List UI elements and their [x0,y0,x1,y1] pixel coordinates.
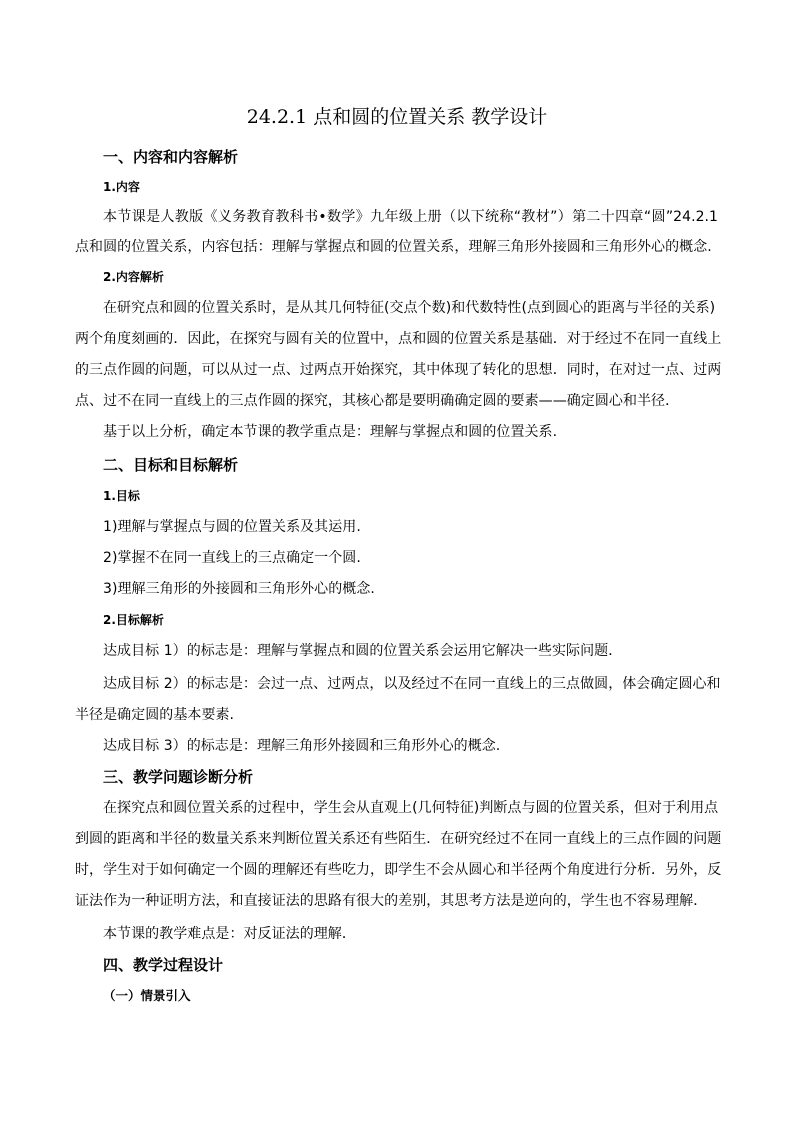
paragraph-line: 证法作为一种证明方法，和直接证法的思路有很大的差别，其思考方法是逆向的，学生也不容易理解． [75,893,708,909]
paragraph-line: 时，学生对于如何确定一个圆的理解还有些吃力，即学生不会从圆心和半径两个角度进行分析．另外，反 [75,862,722,878]
section-1-sub-1-heading: 1.内容 [103,180,140,194]
goal-item: 1)理解与掌握点与圆的位置关系及其运用. [103,519,361,535]
paragraph-line: 点、过不在同一直线上的三点作圆的探究，其核心都是要明确确定圆的要素——确定圆心和半径． [75,393,680,409]
paragraph-line: 点和圆的位置关系，内容包括：理解与掌握点和圆的位置关系，理解三角形外接圆和三角形外心的概念. [75,239,712,255]
page-title: 24.2.1 点和圆的位置关系 教学设计 [246,106,548,128]
section-2-sub-2-heading: 2.目标解析 [103,613,164,627]
section-1-heading: 一、内容和内容解析 [103,148,239,166]
section-3-heading: 三、教学问题诊断分析 [103,768,254,786]
paragraph-line: 的三点作圆的问题，可以从过一点、过两点开始探究，其中体现了转化的思想．同时，在对过一点、过两 [75,362,722,378]
goal-item: 2)掌握不在同一直线上的三点确定一个圆. [103,550,361,566]
paragraph-line: 在探究点和圆位置关系的过程中，学生会从直观上(几何特征)判断点与圆的位置关系，但对于利用点 [103,800,719,816]
section-1-sub-2-heading: 2.内容解析 [103,270,164,284]
paragraph-line: 基于以上分析，确定本节课的教学重点是：理解与掌握点和圆的位置关系. [103,424,558,440]
paragraph-line: 半径是确定圆的基本要素. [75,707,235,723]
paragraph-line: 达成目标 1）的标志是：理解与掌握点和圆的位置关系会运用它解决一些实际问题． [103,643,623,659]
paragraph-line: 两个角度刻画的．因此，在探究与圆有关的位置中，点和圆的位置关系是基础．对于经过不在同一直线上 [75,331,722,347]
paragraph-line: 达成目标 3）的标志是：理解三角形外接圆和三角形外心的概念. [103,738,501,754]
paragraph-line: 到圆的距离和半径的数量关系来判断位置关系还有些陌生．在研究经过不在同一直线上的三点作圆的问题 [75,831,722,847]
section-2-sub-1-heading: 1.目标 [103,489,140,503]
paragraph-line: 在研究点和圆的位置关系时，是从其几何特征(交点个数)和代数特性(点到圆心的距离与半径的关系) [103,300,716,316]
section-4-sub-1-heading: （一）情景引入 [103,988,191,1003]
section-2-heading: 二、目标和目标解析 [103,456,239,474]
paragraph-line: 达成目标 2）的标志是：会过一点、过两点，以及经过不在同一直线上的三点做圆，体会确定圆心和 [103,676,721,692]
section-4-heading: 四、教学过程设计 [103,956,224,974]
paragraph-line: 本节课的教学难点是：对反证法的理解． [103,926,356,942]
paragraph-line: 本节课是人教版《义务教育教科书•数学》九年级上册（以下统称“教材”）第二十四章“圆”24.2.1 [103,209,718,225]
goal-item: 3)理解三角形的外接圆和三角形外心的概念. [103,581,375,597]
